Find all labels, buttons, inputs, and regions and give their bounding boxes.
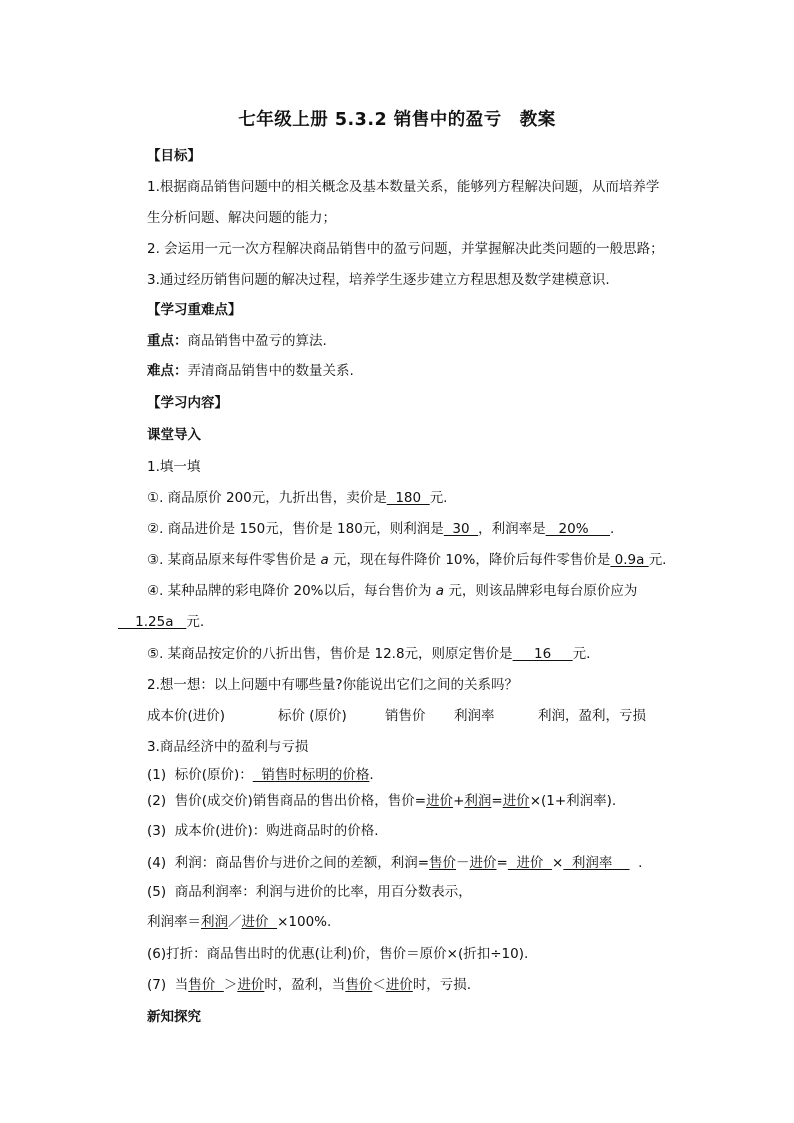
key-point bbox=[147, 332, 327, 350]
question-1-text: ①. 商品原价 200元，九折出售，卖价是 bbox=[147, 490, 387, 506]
question-2-text: ②. 商品进价是 150元，售价是 180元，则利润是 bbox=[147, 521, 444, 537]
formula-end: ×100%. bbox=[277, 914, 332, 930]
definition-7-greater: ＞ bbox=[223, 977, 238, 993]
question-3-end: 元. bbox=[648, 552, 667, 568]
difficult-point-text: 弄清商品销售中的数量关系. bbox=[187, 363, 354, 379]
definition-7-cost-2: 进价 bbox=[385, 977, 413, 993]
definition-4-cost: 进价 bbox=[469, 855, 497, 871]
new-section-heading: 新知探究 bbox=[147, 1009, 201, 1025]
key-point-text: 商品销售中盈亏的算法. bbox=[187, 333, 327, 349]
term-profit-rate: 利润率 bbox=[454, 708, 495, 724]
definition-1-end: . bbox=[369, 767, 374, 783]
definition-2-end: ×(1+利润率). bbox=[529, 793, 617, 809]
definition-6: (6)打折：商品售出时的优惠(让利)价，售价＝原价×(折扣÷10). bbox=[147, 946, 529, 962]
term-cost-price: 成本价(进价) bbox=[147, 708, 226, 724]
term-profit-loss: 利润，盈利，亏损 bbox=[538, 708, 646, 724]
formula-slash: ／ bbox=[228, 914, 242, 930]
question-3 bbox=[147, 551, 666, 569]
definition-2-text: (2) 售价(成交价)销售商品的售出价格，售价= bbox=[147, 793, 427, 809]
question-5-end: 元. bbox=[572, 646, 591, 662]
question-3-text: ③. 某商品原来每件零售价是 bbox=[147, 552, 321, 568]
term-selling-price: 销售价 bbox=[385, 708, 426, 724]
definition-4-times: × bbox=[552, 855, 564, 871]
definition-2-plus: + bbox=[453, 793, 465, 809]
difficult-point bbox=[147, 362, 354, 380]
intro-heading: 课堂导入 bbox=[147, 427, 201, 443]
question-2-answer-profit: 30 bbox=[443, 521, 479, 537]
definition-4-text: (4) 利润：商品售价与进价之间的差额，利润= bbox=[147, 855, 430, 871]
definition-5: (5) 商品利润率：利润与进价的比率，用百分数表示， bbox=[147, 884, 472, 900]
question-4-continued bbox=[118, 613, 204, 631]
question-2-answer-rate: 20% bbox=[545, 521, 610, 537]
definition-4-end: . bbox=[629, 855, 643, 871]
key-point-label: 重点： bbox=[147, 333, 188, 349]
question-5-answer: 16 bbox=[512, 646, 573, 662]
definition-5-formula bbox=[147, 913, 331, 931]
question-3-answer: 0.9a bbox=[610, 552, 649, 568]
definition-2-profit: 利润 bbox=[464, 793, 492, 809]
think-title: 2.想一想：以上问题中有哪些量?你能说出它们之间的关系吗？ bbox=[147, 677, 519, 693]
definition-3: (3) 成本价(进价)：购进商品时的价格. bbox=[147, 823, 379, 839]
question-5-text: ⑤. 某商品按定价的八折出售，售价是 12.8元，则原定售价是 bbox=[147, 646, 513, 662]
definition-4-equals: = bbox=[496, 855, 508, 871]
definition-7-mid: 时，盈利，当 bbox=[264, 977, 346, 993]
question-1-answer: 180 bbox=[386, 490, 430, 506]
definition-4-price: 售价 bbox=[429, 855, 457, 871]
goal-1-line-1: 1.根据商品销售问题中的相关概念及基本数量关系，能够列方程解决问题，从而培养学 bbox=[147, 179, 660, 195]
goals-heading: 【目标】 bbox=[147, 148, 201, 164]
definition-2-cost: 进价 bbox=[426, 793, 454, 809]
page-title: 七年级上册 5.3.2 销售中的盈亏 教案 bbox=[238, 110, 556, 130]
terms-row bbox=[147, 707, 667, 725]
difficult-point-label: 难点： bbox=[147, 363, 188, 379]
formula-cost: 进价 bbox=[241, 914, 278, 930]
goal-3: 3.通过经历销售问题的解决过程，培养学生逐步建立方程思想及数学建模意识. bbox=[147, 272, 610, 288]
question-1-end: 元. bbox=[429, 490, 448, 506]
question-4-variable: a bbox=[435, 583, 445, 599]
definition-2 bbox=[147, 792, 616, 810]
question-3-mid: 元，现在每件降价 10%，降价后每件零售价是 bbox=[328, 552, 611, 568]
formula-lhs: 利润率＝ bbox=[147, 914, 201, 930]
definition-7-cost: 进价 bbox=[237, 977, 265, 993]
definition-7 bbox=[147, 976, 471, 994]
question-4 bbox=[147, 582, 637, 600]
definition-4-cost-2: 进价 bbox=[507, 855, 553, 871]
definition-1-text: (1) 标价(原价)： bbox=[147, 767, 253, 783]
keypoints-heading: 【学习重难点】 bbox=[147, 302, 242, 318]
content-heading: 【学习内容】 bbox=[147, 395, 228, 411]
question-2-mid: ，利润率是 bbox=[478, 521, 546, 537]
definition-2-equals: = bbox=[491, 793, 503, 809]
definition-4 bbox=[147, 854, 642, 872]
definition-2-cost-2: 进价 bbox=[502, 793, 530, 809]
definition-7-price: 售价 bbox=[188, 977, 224, 993]
question-4-end: 元. bbox=[186, 614, 205, 630]
goal-1-line-2: 生分析问题、解决问题的能力； bbox=[147, 210, 336, 226]
question-2 bbox=[147, 520, 614, 538]
fill-title: 1.填一填 bbox=[147, 459, 201, 475]
question-3-variable: a bbox=[320, 552, 329, 568]
goal-2: 2. 会运用一元一次方程解决商品销售中的盈亏问题，并掌握解决此类问题的一般思路； bbox=[147, 241, 664, 257]
definition-7-text: (7) 当 bbox=[147, 977, 189, 993]
definition-1-underlined: 销售时标明的价格 bbox=[252, 767, 370, 783]
question-4-mid: 元，则该品牌彩电每台原价应为 bbox=[444, 583, 638, 599]
definition-7-less: ＜ bbox=[372, 977, 386, 993]
question-4-text: ④. 某种品牌的彩电降价 20%以后，每台售价为 bbox=[147, 583, 436, 599]
term-marked-price: 标价 (原价) bbox=[278, 708, 347, 724]
economy-title: 3.商品经济中的盈利与亏损 bbox=[147, 739, 309, 755]
formula-profit: 利润 bbox=[201, 914, 228, 930]
definition-4-rate: 利润率 bbox=[563, 855, 630, 871]
question-4-answer: 1.25a bbox=[118, 614, 187, 630]
question-5 bbox=[147, 645, 590, 663]
definition-1 bbox=[147, 766, 374, 784]
definition-7-end: 时，亏损. bbox=[412, 977, 472, 993]
question-1 bbox=[147, 489, 447, 507]
definition-7-price-2: 售价 bbox=[345, 977, 373, 993]
question-2-end: . bbox=[610, 521, 615, 537]
definition-4-minus: － bbox=[456, 855, 470, 871]
